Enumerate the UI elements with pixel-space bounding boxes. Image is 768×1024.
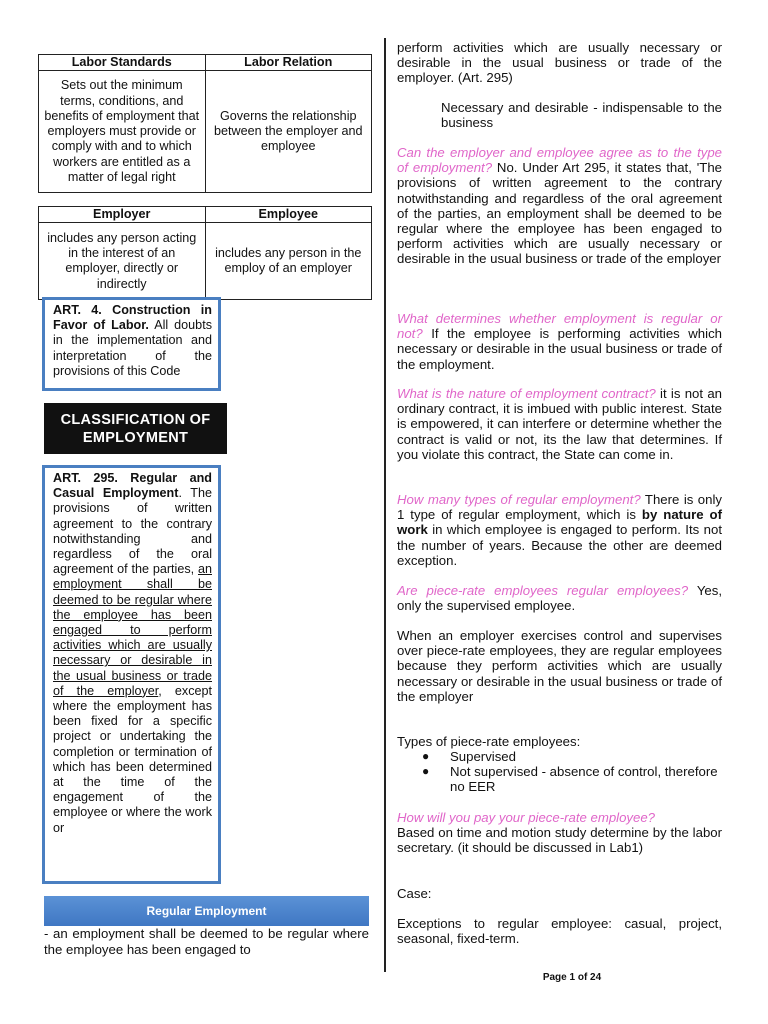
right-p3: When an employer exercises control and supervises over piece-rate employees, they are regular employees because they perform activities which are usually necessary or desirable in the usual business or trade of the employer [397, 628, 722, 704]
art295-heading: ART. 295. Regular and Casual Employment [53, 471, 212, 501]
header-labor-relation: Labor Relation [205, 55, 372, 71]
classification-heading [44, 403, 227, 454]
art4-text: All doubts in the implementation and interpretation of the provisions of this Code [53, 318, 212, 378]
answer-4-before: There is only 1 type of regular employment, which is [397, 492, 723, 523]
answer-4-bold: by nature of work [397, 507, 722, 538]
answer-3: it is not an ordinary contract, it is imbued with public interest. State is empowered, it can interfere or determine whether the contract is valid or not, its the law that determines. If you violate this contract, the State can come in. [397, 386, 722, 462]
art295-box [42, 465, 221, 884]
qa-1 [397, 145, 722, 267]
art4-box [42, 297, 221, 391]
right-p1: perform activities which are usually necessary or desirable in the usual business or trade of the employer. (Art. 295) [397, 40, 722, 86]
cell-labor-standards: Sets out the minimum terms, conditions, and benefits of employment that employers must provide or comply with and to which workers are entitled as a matter of legal right [39, 71, 206, 193]
answer-2: If the employee is performing activities which necessary or desirable in the usual business or trade of the employment. [397, 326, 722, 372]
right-p2: Necessary and desirable - indispensable to the business [441, 100, 722, 131]
art4-heading: ART. 4. Construction in Favor of Labor. [53, 303, 212, 333]
page-number: Page 1 of 24 [542, 972, 602, 983]
art295-text-before: . The provisions of written agreement to the contrary notwithstanding and regardless of the oral agreement of the parties, [53, 486, 212, 577]
cell-employee: includes any person in the employ of an employer [205, 223, 372, 300]
question-1: Can the employer and employee agree as to the type of employment? [397, 145, 722, 176]
classification-heading-text: CLASSIFICATION OF EMPLOYMENT [60, 411, 211, 446]
answer-4-after: in which employee is engaged to perform. Its not the number of years. Because the other are deemed exception. [397, 522, 722, 568]
art295-text-after: , except where the employment has been fixed for a specific project or undertaking the completion or termination of which has been determined at the time of the engagement of the employee or where the work or [53, 683, 212, 835]
regular-employment-bar [44, 896, 369, 926]
header-employee: Employee [205, 207, 372, 223]
answer-6: Based on time and motion study determine by the labor secretary. (it should be discussed in Lab1) [397, 825, 722, 856]
answer-5: Yes, only the supervised employee. [397, 583, 722, 614]
qa-4 [397, 492, 722, 568]
question-3: What is the nature of employment contract? [397, 386, 656, 401]
list-item: ● Not supervised - absence of control, therefore no EER [410, 764, 722, 794]
list-item: ● Supervised [410, 749, 722, 764]
header-employer: Employer [39, 207, 206, 223]
regular-employment-text: - an employment shall be deemed to be regular where the employee has been engaged to [44, 926, 369, 957]
question-2: What determines whether employment is regular or not? [397, 311, 722, 342]
exceptions-text: Exceptions to regular employee: casual, project, seasonal, fixed-term. [397, 916, 722, 947]
qa-2 [397, 311, 722, 372]
question-4: How many types of regular employment? [397, 492, 641, 507]
cell-employer: includes any person acting in the interest of an employer, directly or indirectly [39, 223, 206, 300]
regular-employment-label: Regular Employment [146, 904, 267, 918]
labor-standards-table [38, 54, 372, 193]
types-label: Types of piece-rate employees: [397, 734, 581, 749]
art295-underlined: an employment shall be deemed to be regular where the employee has been engaged to perform activities which are usually necessary or desirable in the usual business or trade of the employer [53, 562, 212, 698]
qa-6 [397, 810, 722, 856]
question-5: Are piece-rate employees regular employees? [397, 583, 689, 598]
qa-3 [397, 386, 722, 462]
cell-labor-relation: Governs the relationship between the employer and employee [205, 71, 372, 193]
header-labor-standards: Labor Standards [39, 55, 206, 71]
piece-rate-types-list [410, 749, 722, 795]
answer-1: No. Under Art 295, it states that, 'The provisions of written agreement to the contrary notwithstanding and regardless of the oral agreement of the parties, an employment shall be deemed to be regular where the employee has been engaged to perform activities which are usually necessary or desirable in the usual business or trade of the employer [397, 160, 722, 267]
column-divider [384, 38, 386, 972]
question-6: How will you pay your piece-rate employee? [397, 810, 656, 825]
case-label: Case: [397, 886, 432, 901]
qa-5 [397, 583, 722, 613]
employer-employee-table [38, 206, 372, 300]
